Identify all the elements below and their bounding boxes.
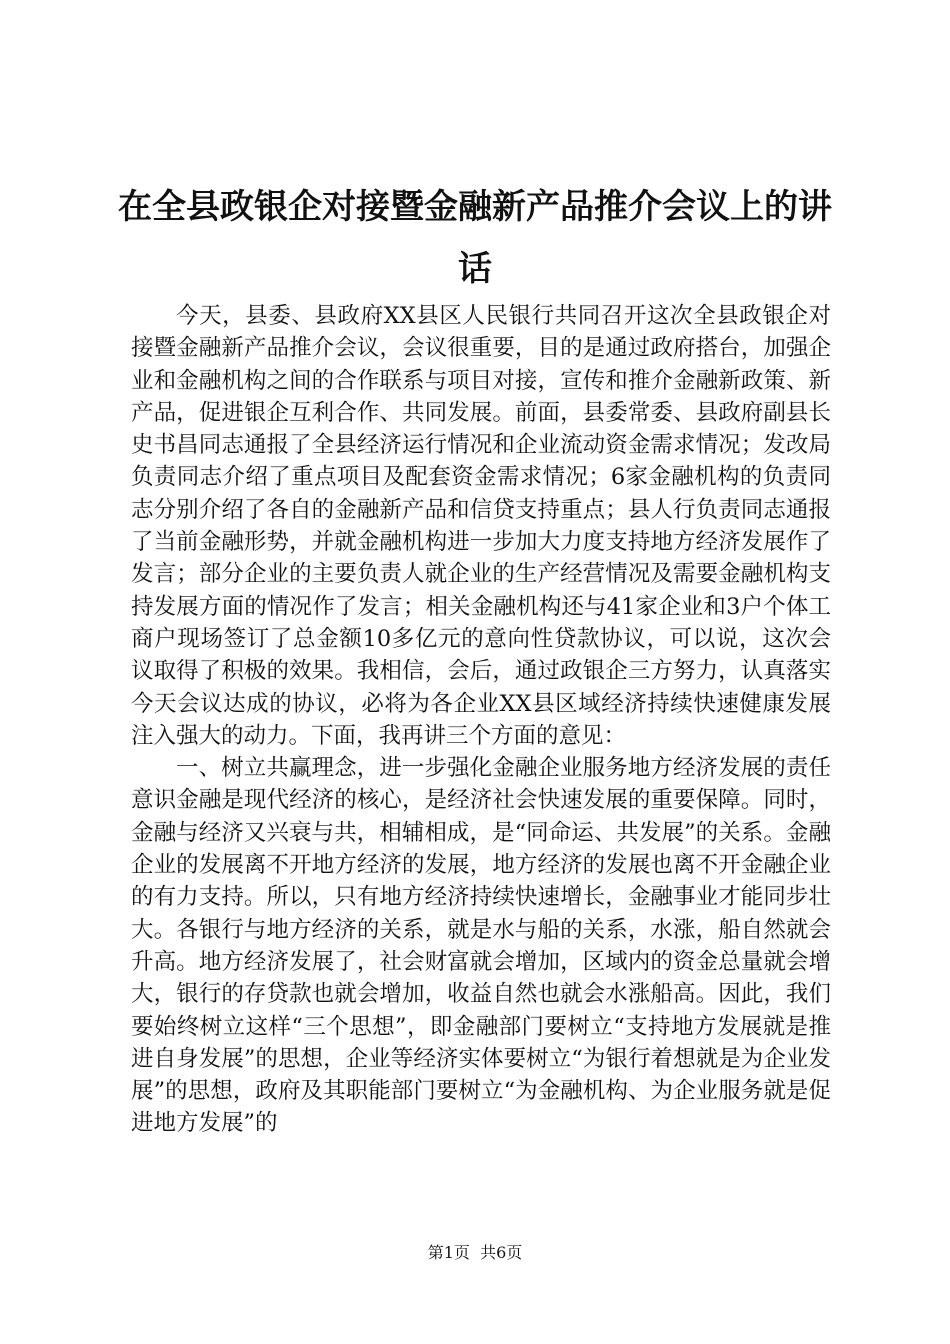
page-footer bbox=[0, 1243, 950, 1263]
paragraph-intro: 今天，县委、县政府XX县区人民银行共同召开这次全县政银企对接暨金融新产品推介会议，会议很重要，目的是通过政府搭台，加强企业和金融机构之间的合作联系与项目对接，宣传和推介金融新政策、新产品，促进银企互利合作、共同发展。前面，县委常委、县政府副县长史书昌同志通报了全县经济运行情况和企业流动资金需求情况；发改局负责同志介绍了重点项目及配套资金需求情况；6家金融机构的负责同志分别介绍了各自的金融新产品和信贷支持重点；县人行负责同志通报了当前金融形势，并就金融机构进一步加大力度支持地方经济发展作了发言；部分企业的主要负责人就企业的生产经营情况及需要金融机构支持发展方面的情况作了发言；相关金融机构还与41家企业和3户个体工商户现场签订了总金额10多亿元的意向性贷款协议，可以说，这次会议取得了积极的效果。我相信，会后，通过政银企三方努力，认真落实今天会议达成的协议，必将为各企业XX县区域经济持续快速健康发展注入强大的动力。下面，我再讲三个方面的意见： bbox=[131, 303, 831, 749]
document-body bbox=[131, 300, 831, 1140]
page-number: 第1页 bbox=[427, 1243, 470, 1262]
document-title: 在全县政银企对接暨金融新产品推介会议上的讲话 bbox=[118, 187, 832, 289]
page-total: 共6页 bbox=[480, 1243, 523, 1262]
paragraph-section-one: 一、树立共赢理念，进一步强化金融企业服务地方经济发展的责任意识金融是现代经济的核心，是经济社会快速发展的重要保障。同时，金融与经济又兴衰与共，相辅相成，是“同命运、共发展”的关系。金融企业的发展离不开地方经济的发展，地方经济的发展也离不开金融企业的有力支持。所以，只有地方经济持续快速增长，金融事业才能同步壮大。各银行与地方经济的关系，就是水与船的关系，水涨，船自然就会升高。地方经济发展了，社会财富就会增加，区域内的资金总量就会增大，银行的存贷款也就会增加，收益自然也就会水涨船高。因此，我们要始终树立这样“三个思想”，即金融部门要树立“支持地方发展就是推进自身发展”的思想，企业等经济实体要树立“为银行着想就是为企业发展”的思想，政府及其职能部门要树立“为金融机构、为企业服务就是促进地方发展”的 bbox=[131, 755, 831, 1137]
